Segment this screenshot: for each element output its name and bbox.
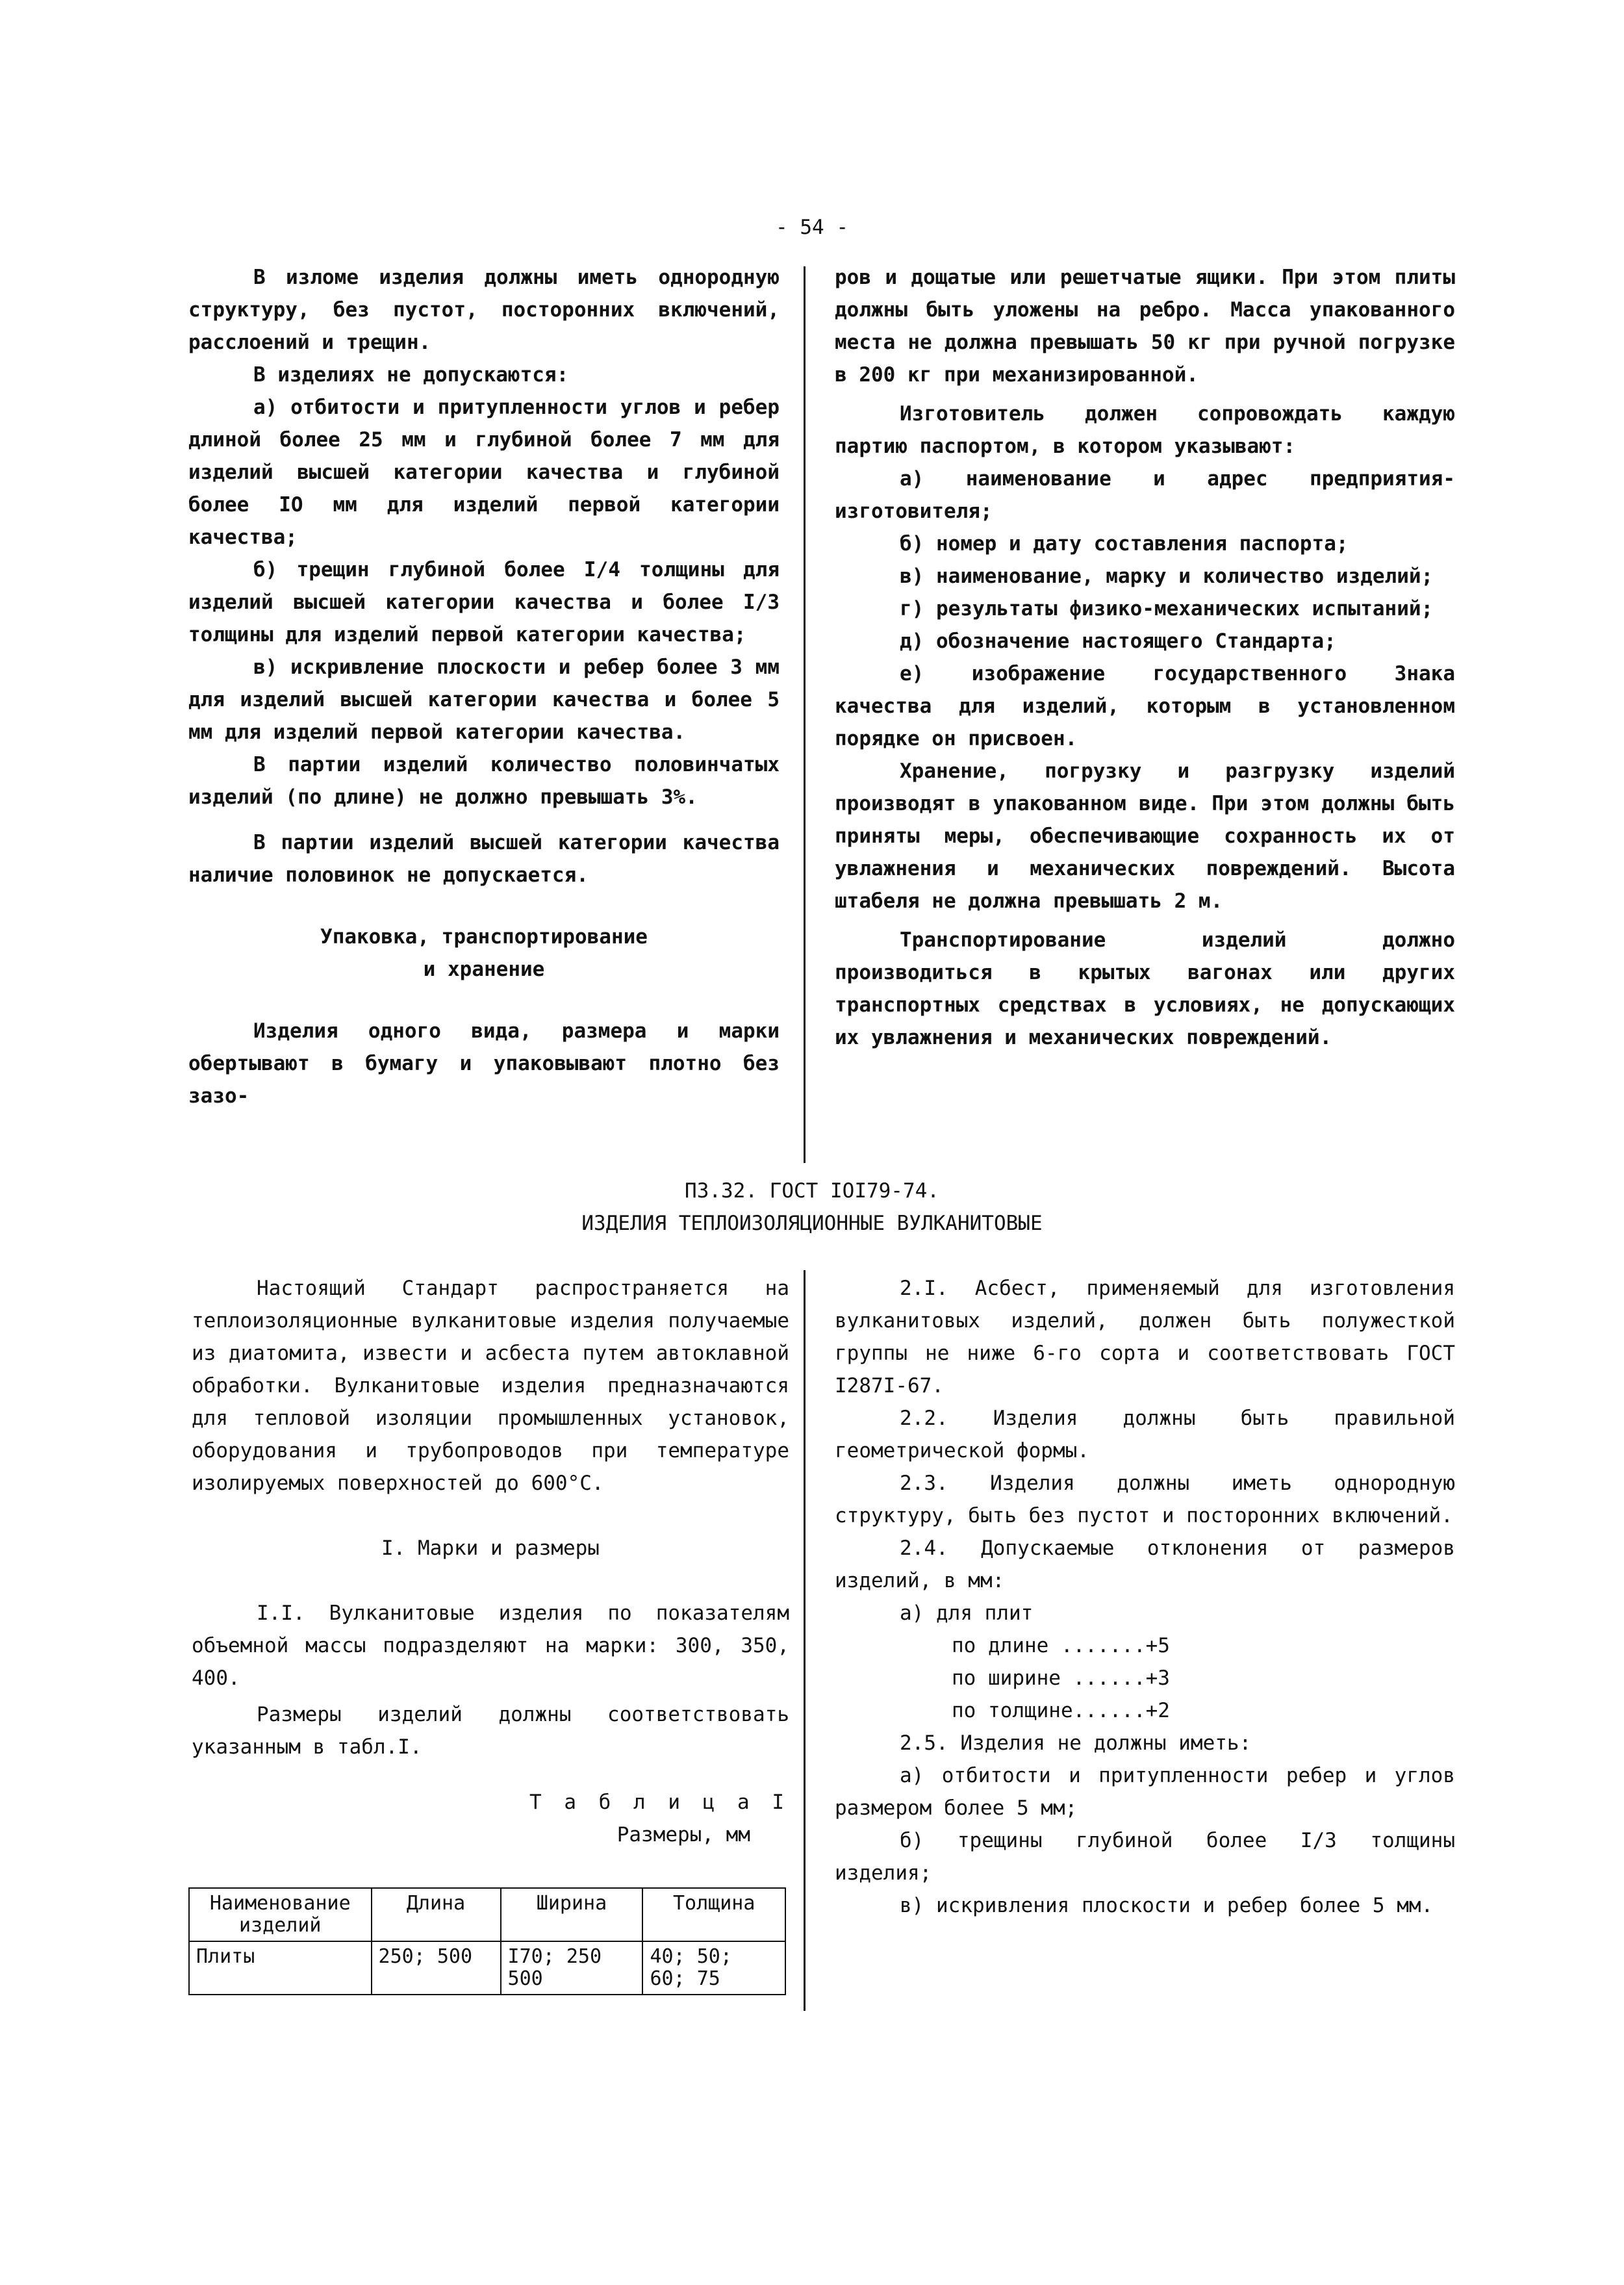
top-right-column	[835, 261, 1455, 1054]
table-header: Длина	[372, 1888, 501, 1941]
dimensions-table	[188, 1887, 786, 1995]
list-item: в) наименование, марку и количество изделий;	[900, 565, 1434, 588]
table-header: Ширина	[501, 1888, 643, 1941]
list-item: а) для плит	[900, 1602, 1034, 1625]
paragraph: I.I. Вулканитовые изделия по показателям объемной массы подразделяют на марки: 300, 350, 400.	[192, 1602, 789, 1690]
paragraph: 2.2. Изделия должны быть правильной геометрической формы.	[835, 1407, 1455, 1462]
table-header: Наименование изделий	[189, 1888, 372, 1941]
paragraph: 2.4. Допускаемые отклонения от размеров изделий, в мм:	[835, 1537, 1455, 1592]
table-cell: I70; 250 500	[501, 1941, 643, 1995]
list-item: в) искривление плоскости и ребер более 3 мм для изделий высшей категории качества и более 5 мм для изделий первой категории качества.	[188, 656, 780, 744]
paragraph: В изделиях не допускаются:	[253, 363, 569, 387]
table-header: Толщина	[642, 1888, 785, 1941]
page-number: - 54 -	[776, 216, 848, 239]
table-cell: 40; 50; 60; 75	[642, 1941, 785, 1995]
standard-number: ПЗ.32. ГОСТ IOI79-74.	[685, 1179, 939, 1203]
section-heading: Упаковка, транспортирование	[320, 925, 648, 949]
list-item: б) трещины глубиной более I/3 толщины изделия;	[835, 1829, 1455, 1885]
paragraph: В изломе изделия должны иметь однородную структуру, без пустот, посторонних включений, расслоений и трещин.	[188, 266, 780, 354]
list-item: а) отбитости и притупленности углов и ребер длиной более 25 мм и глубиной более 7 мм для изделий высшей категории качества и глубиной более IO мм для изделий первой категории качества;	[188, 396, 780, 549]
paragraph: ров и дощатые или решетчатые ящики. При этом плиты должны быть уложены на ребро. Масса упакованного места не должна превышать 50 кг при ручной погрузке в 200 кг при механизированной.	[835, 266, 1455, 387]
paragraph: 2.3. Изделия должны иметь однородную структуру, быть без пустот и посторонних включений.	[835, 1472, 1455, 1527]
column-divider	[804, 266, 806, 1163]
paragraph: В партии изделий высшей категории качества наличие половинок не допускается.	[188, 831, 780, 887]
table-units: Размеры, мм	[616, 1823, 750, 1846]
section-title	[455, 1175, 1169, 1240]
list-item: д) обозначение настоящего Стандарта;	[900, 630, 1336, 653]
paragraph: 2.5. Изделия не должны иметь:	[900, 1731, 1252, 1755]
paragraph: Изготовитель должен сопровождать каждую партию паспортом, в котором указывают:	[835, 402, 1455, 458]
list-item: а) наименование и адрес предприятия-изготовителя;	[835, 467, 1455, 523]
paragraph: Транспортирование изделий должно производиться в крытых вагонах или других транспортных средствах в условиях, не допускающих их увлажнения и механических повреждений.	[835, 928, 1455, 1049]
tolerance-thickness: по толщине......+2	[952, 1699, 1170, 1722]
list-item: г) результаты физико-механических испытаний;	[900, 597, 1434, 620]
top-left-column	[188, 261, 780, 1112]
bottom-left-column	[192, 1272, 789, 1851]
list-item: б) номер и дату составления паспорта;	[900, 532, 1349, 555]
column-divider	[804, 1270, 806, 2011]
bottom-right-column	[835, 1272, 1455, 1922]
table-header-row	[189, 1888, 785, 1941]
tolerance-length: по длине .......+5	[952, 1634, 1170, 1657]
paragraph: В партии изделий количество половинчатых изделий (по длине) не должно превышать 3%.	[188, 753, 780, 809]
tolerance-width: по ширине ......+3	[952, 1666, 1170, 1690]
list-item: б) трещин глубиной более I/4 толщины для изделий высшей категории качества и более I/3 толщины для изделий первой категории качества;	[188, 558, 780, 646]
table-row	[189, 1941, 785, 1995]
paragraph: Хранение, погрузку и разгрузку изделий производят в упакованном виде. При этом должны быть приняты меры, обеспечивающие сохранность их от увлажнения и механических повреждений. Высота штабеля не должна превышать 2 м.	[835, 760, 1455, 913]
standard-title: ИЗДЕЛИЯ ТЕПЛОИЗОЛЯЦИОННЫЕ ВУЛКАНИТОВЫЕ	[581, 1212, 1043, 1235]
list-item: в) искривления плоскости и ребер более 5 мм.	[900, 1894, 1434, 1917]
table-label: Т а б л и ц а I	[529, 1791, 789, 1814]
paragraph: Размеры изделий должны соответствовать указанным в табл.I.	[192, 1703, 789, 1759]
paragraph: Настоящий Стандарт распространяется на теплоизоляционные вулканитовые изделия получаемые из диатомита, извести и асбеста путем автоклавной обработки. Вулканитовые изделия предназначаются для тепловой изоляции промышленных установок, оборудования и трубопроводов при температуре изолируемых поверхностей до 600°С.	[192, 1277, 789, 1495]
paragraph: Изделия одного вида, размера и марки обертывают в бумагу и упаковывают плотно без зазо-	[188, 1019, 780, 1108]
section-heading: и хранение	[423, 958, 545, 981]
list-item: а) отбитости и притупленности ребер и углов размером более 5 мм;	[835, 1764, 1455, 1820]
paragraph: 2.I. Асбест, применяемый для изготовления вулканитовых изделий, должен быть полужесткой группы не ниже 6-го сорта и соответствовать ГОСТ I287I-67.	[835, 1277, 1455, 1398]
section-heading: I. Марки и размеры	[381, 1537, 600, 1560]
list-item: е) изображение государственного Знака качества для изделий, которым в установленном порядке он присвоен.	[835, 662, 1455, 750]
table-cell: 250; 500	[372, 1941, 501, 1995]
table-cell: Плиты	[189, 1941, 372, 1995]
